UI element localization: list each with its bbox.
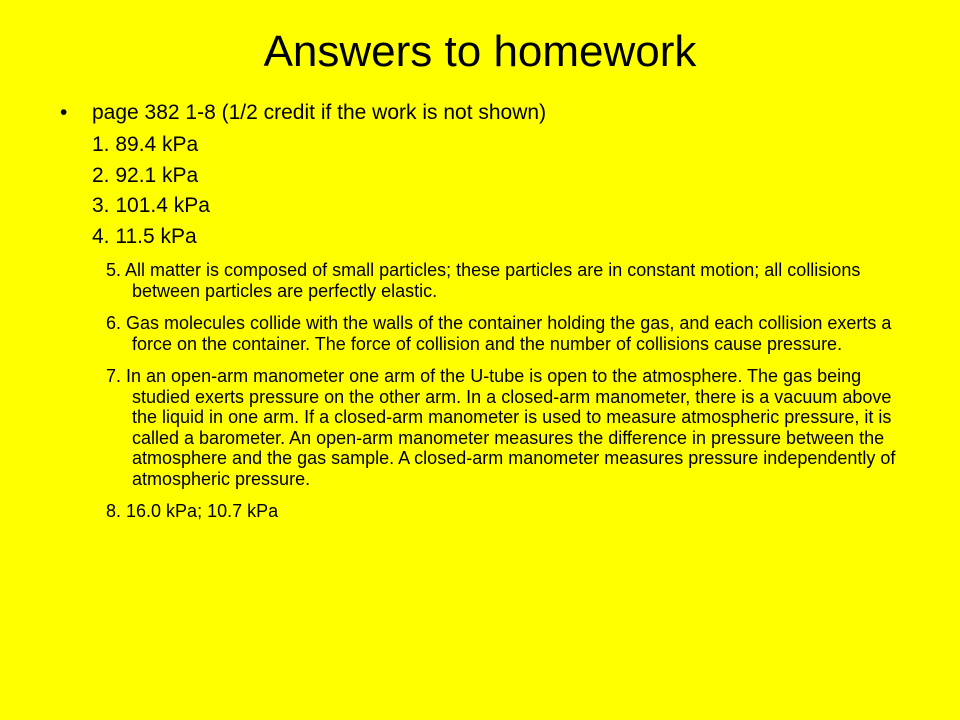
answer-8: 8. 16.0 kPa; 10.7 kPa: [106, 501, 279, 521]
answer-6: 6. Gas molecules collide with the walls of the container holding the gas, and each collision exerts a force on the container. The force of collision and the number of collisions cause pressure.: [106, 313, 892, 354]
slide-title: Answers to homework: [263, 27, 697, 76]
answer-5: 5. All matter is composed of small particles; these particles are in constant motion; all collisions between particles are perfectly elastic.: [106, 260, 861, 301]
answer-4: 4. 11.5 kPa: [92, 224, 197, 248]
short-answer-list: [92, 130, 210, 252]
long-answer-list: [106, 260, 918, 534]
answer-7: 7. In an open-arm manometer one arm of the U-tube is open to the atmosphere. The gas being studied exerts pressure on the other arm. In a closed-arm manometer, there is a vacuum above the liquid in one arm. If a closed-arm manometer is used to measure atmospheric pressure, it is called a barometer. An open-arm manometer measures the difference in pressure between the atmosphere and the gas sample. A closed-arm manometer measures pressure independently of atmospheric pressure.: [106, 366, 896, 489]
answer-1: 1. 89.4 kPa: [92, 133, 199, 156]
bullet-text: page 382 1-8 (1/2 credit if the work is not shown): [92, 101, 547, 124]
answer-3: 3. 101.4 kPa: [92, 194, 210, 217]
answer-2: 2. 92.1 kPa: [92, 163, 199, 187]
bullet-icon: •: [60, 101, 68, 124]
